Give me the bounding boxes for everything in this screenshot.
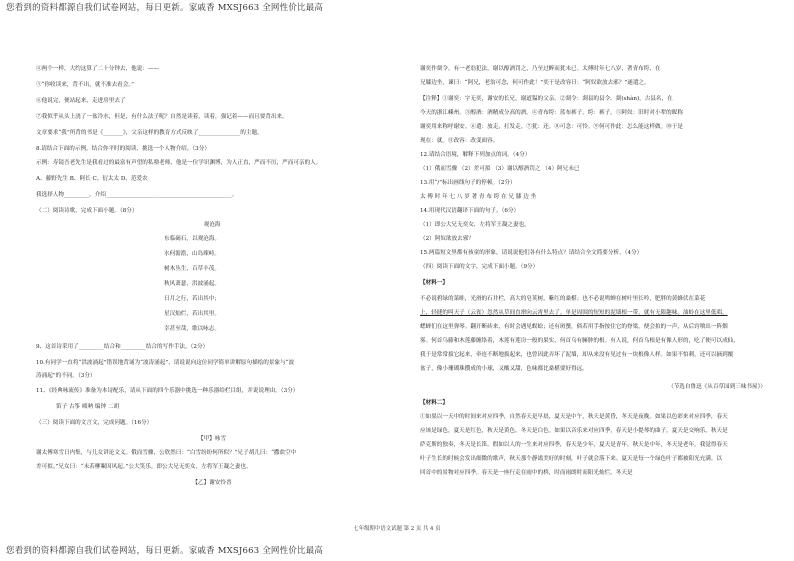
left-text-line: 文章要求“我”所背的书是《_______》，父亲这样的教育方式反映了_______________的主题。 <box>36 130 263 136</box>
watermark-banner-bottom: 您看到的资料都源自我们试卷网站，每日更新。家戚香 MXSJ663 全网性价比最高 <box>6 546 324 556</box>
left-text-line: 观沧海 <box>203 222 221 228</box>
left-text-line: 东临碣石，以观沧海。 <box>164 236 220 242</box>
right-text-line: 叶子生长的时候会发出细微的歌声，秋天那个静谧美好的时刻，叶子就会落下来。夏天是每一个绿色叶子都被阳光充满。以 <box>420 456 723 462</box>
left-text-line: 9、这首诗采用了_________结合和_________结合的写作手法。（2分） <box>36 344 209 350</box>
right-text-line: （1）俄而雪骤 （2）差可拟 （3）谢以醇酒罚之 （4）阿兄未已 <box>420 166 580 172</box>
left-text-line: （二）阅读诗歌，完成下面小题。（8分） <box>36 208 138 214</box>
left-text-line: 涛涌起”的不同。（3分） <box>36 373 96 379</box>
right-text-line: （1）即公大兄无奕女，左将军王凝之妻也。 <box>420 222 530 228</box>
left-text-line: 示例：寿镜吾老先生是我看过的最富有声望的私塾老师，他是一位学识渊博，为人正直，严而不厉，严而可亲的人。 <box>36 160 322 166</box>
right-text-line: （节选自鲁迅《从百草园到三味书屋》） <box>668 384 766 390</box>
left-text-line: 幸甚至哉，歌以咏志。 <box>164 326 220 332</box>
right-text-line: 谢奕用来称呼谢安。⑥遣：放走，打发走。⑦犹：还。⑧可念：可怜。⑨何可作此：怎么能这样做。⑩于是 <box>420 124 683 130</box>
right-text-line: 蟋蟀们在这里弹琴。翻开断砖来，有时会遇见蜈蚣；还有斑蝥，倘若用手指按住它的脊梁，便会拍的一声，从后窍喷出一阵烟 <box>420 324 728 330</box>
left-text-line: 【乙】谢安怜晋 <box>192 480 232 486</box>
watermark-banner-top: 您看到的资料都源自我们试卷网站，每日更新。家戚香 MXSJ663 全网性价比最高 <box>6 3 324 13</box>
right-text-line: 谢奕作剡令，有一老翁犯法，谢以醇酒罚之，乃至过醉而犹未已。太傅时年七八岁，著青布绔，在 <box>420 66 661 72</box>
left-text-line: ⑥他说完，便站起来，走进房里去了 <box>36 98 126 104</box>
right-text-line: 应该是绿色，夏天是红色，秋天是黄色，冬天是白色。如果以音乐来对应四季，春天是小提琴的曲子，夏天是交响乐，秋天是 <box>420 428 728 434</box>
left-text-line: A、藤野先生 B、阿长 C、衍太太 D、范爱农 <box>36 176 148 182</box>
left-text-line: 我选择人物_________，介绍_____________________________________________。 <box>36 192 238 198</box>
right-text-line: 【材料二】 <box>420 400 448 406</box>
right-text-line: 太 傅 时 年 七 八 岁 著 青 布 绔 在 兄 膝 边 坐 <box>420 194 537 200</box>
left-text-line: 水何澹澹，山岛竦峙。 <box>164 251 220 257</box>
left-text-line: 日月之行，若出其中； <box>164 296 220 302</box>
right-text-line: 雾。何首乌藤和木莲藤缠络着，木莲有莲房一般的果实，何首乌有臃肿的根。有人说，何首乌根是有像人形的，吃了便可以成仙， <box>420 338 739 344</box>
left-text-line: 星汉灿烂，若出其里。 <box>164 311 220 317</box>
right-text-line: 上，轻捷的叫天子（云雀）忽然从草间直窜向云霄里去了。单是周围的短短的泥墙根一带，就有无限趣味。油蛉在这里低唱， <box>420 310 728 316</box>
right-text-line: （2）阿奴欲放去邪？ <box>420 236 474 242</box>
left-text-line: 秋风萧瑟，洪波涌起。 <box>164 281 220 287</box>
left-text-line: 【甲】咏雪 <box>198 436 226 442</box>
left-text-line: 差可拟。”兄女曰：“未若柳絮因风起。”公大笑乐。即公大兄无奕女，左将军王凝之妻也。 <box>36 464 252 470</box>
left-text-line: 11、《经典咏流传》准备为本诗配乐，请从下面的四个乐器中挑选一种乐器给栏目组，并说说理由。（3分） <box>36 388 299 394</box>
right-text-line: 15.两篇短文里都有孩童的形象，请说说他们各有什么特点？请结合全文简要分析。（4分） <box>420 250 643 256</box>
left-text-line: 谢太傅寒雪日内集，与儿女讲论文义。俄而雪骤，公欣然曰：“白雪纷纷何所似？”兄子胡儿曰：“撒盐空中 <box>36 450 297 456</box>
right-text-line: 现在：就。⑪改容：改变面容。 <box>420 138 499 144</box>
left-text-line: （三）阅读下面的文言文，完成问题。（16分） <box>36 420 153 426</box>
right-text-line: ①如果以一天中的时间来对应四季，自然春天是早晨，夏天是中午，秋天是黄昏，冬天是夜晚。如果以色彩来对应四季，春天 <box>420 414 728 420</box>
right-text-line: 不必说碧绿的菜畦，光滑的石井栏，高大的皂荚树，紫红的桑椹；也不必说鸣蝉在树叶里长吟，肥胖的黄蜂伏在菜花 <box>420 296 706 302</box>
right-text-line: 兄膝边坐，谏曰：“阿兄，老翁可念，何可作此！”奕于是改容曰：“阿奴欲放去邪？”遂遣之。 <box>420 80 650 86</box>
page-footer: 七年级期中语文试题 第 2 页 共 4 页 <box>353 526 441 532</box>
right-text-line: 12.请结合语境，解释下列加点的词。（4分） <box>420 152 531 158</box>
right-text-line: 萨克斯的独奏，冬天是长笛。假如以人的一生来对应四季，春天是少年，夏天是青年，秋天是中年，冬天是老年。我觉得春天 <box>420 442 728 448</box>
right-text-line: 盆子，像小珊瑚珠攒成的小球，又酸又甜，色味都比桑椹要好得远。 <box>420 366 588 372</box>
left-text-line: ⑤“你收读来，背不出，就不准去看会。” <box>36 82 135 88</box>
right-text-line: 回首中的景物对应四季，春天是一座行走在雨中的桥，时而雨朗时而阳光灿烂。冬天是 <box>420 470 633 476</box>
right-text-line: 14.用现代汉语翻译下面的句子。（6分） <box>420 208 520 214</box>
right-text-line: 【材料一】 <box>420 280 448 286</box>
right-text-line: 13.用“/”标出画线句子的停顿。（2分） <box>420 180 516 186</box>
left-text-line: 笛子 古筝 唢呐 编钟 二胡 <box>56 404 120 410</box>
left-text-line: ⑦我似乎从头上浇了一盆冷水，但是，有什么法子呢？自然是读着，读着，强记着——而且要背出来。 <box>36 114 288 120</box>
right-text-line: 我于是常常拔它起来，牵连不断地拔起来，也曾因此弄坏了泥墙，却从来没有见过有一块根像人样。如果不怕刺，还可以摘到覆 <box>420 352 734 358</box>
right-text-line: （四）阅读下面的文字，完成下面小题。（9分） <box>420 264 539 270</box>
left-text-line: 8.请结合下面的示例，结合你平时的阅读，挑选一个人物介绍。（3分） <box>36 146 210 152</box>
left-text-line: 树木丛生，百草丰茂。 <box>164 266 220 272</box>
left-text-line: ④两个一样，大约这算了二十分钟去，他说：—— <box>36 66 160 72</box>
right-text-line: 【注释】①谢奕：字无奕，谢安的长兄，谢道韫的父亲。②剡令：剡县的县令。剡(shàn)，古县名，在 <box>420 96 673 102</box>
right-text-line: 今天的浙江嵊州。③醇酒：酒精成分高的酒。④青布绔：蓝布裤子。绔：裤子。⑤阿奴：旧时对小辈的昵称 <box>420 110 683 116</box>
left-text-line: 10.有同学一直将“洪波涌起”错误地背诵为“波涛涌起”，请说说向这位同学简单讲解原句描绘的景象与“波 <box>36 360 295 366</box>
